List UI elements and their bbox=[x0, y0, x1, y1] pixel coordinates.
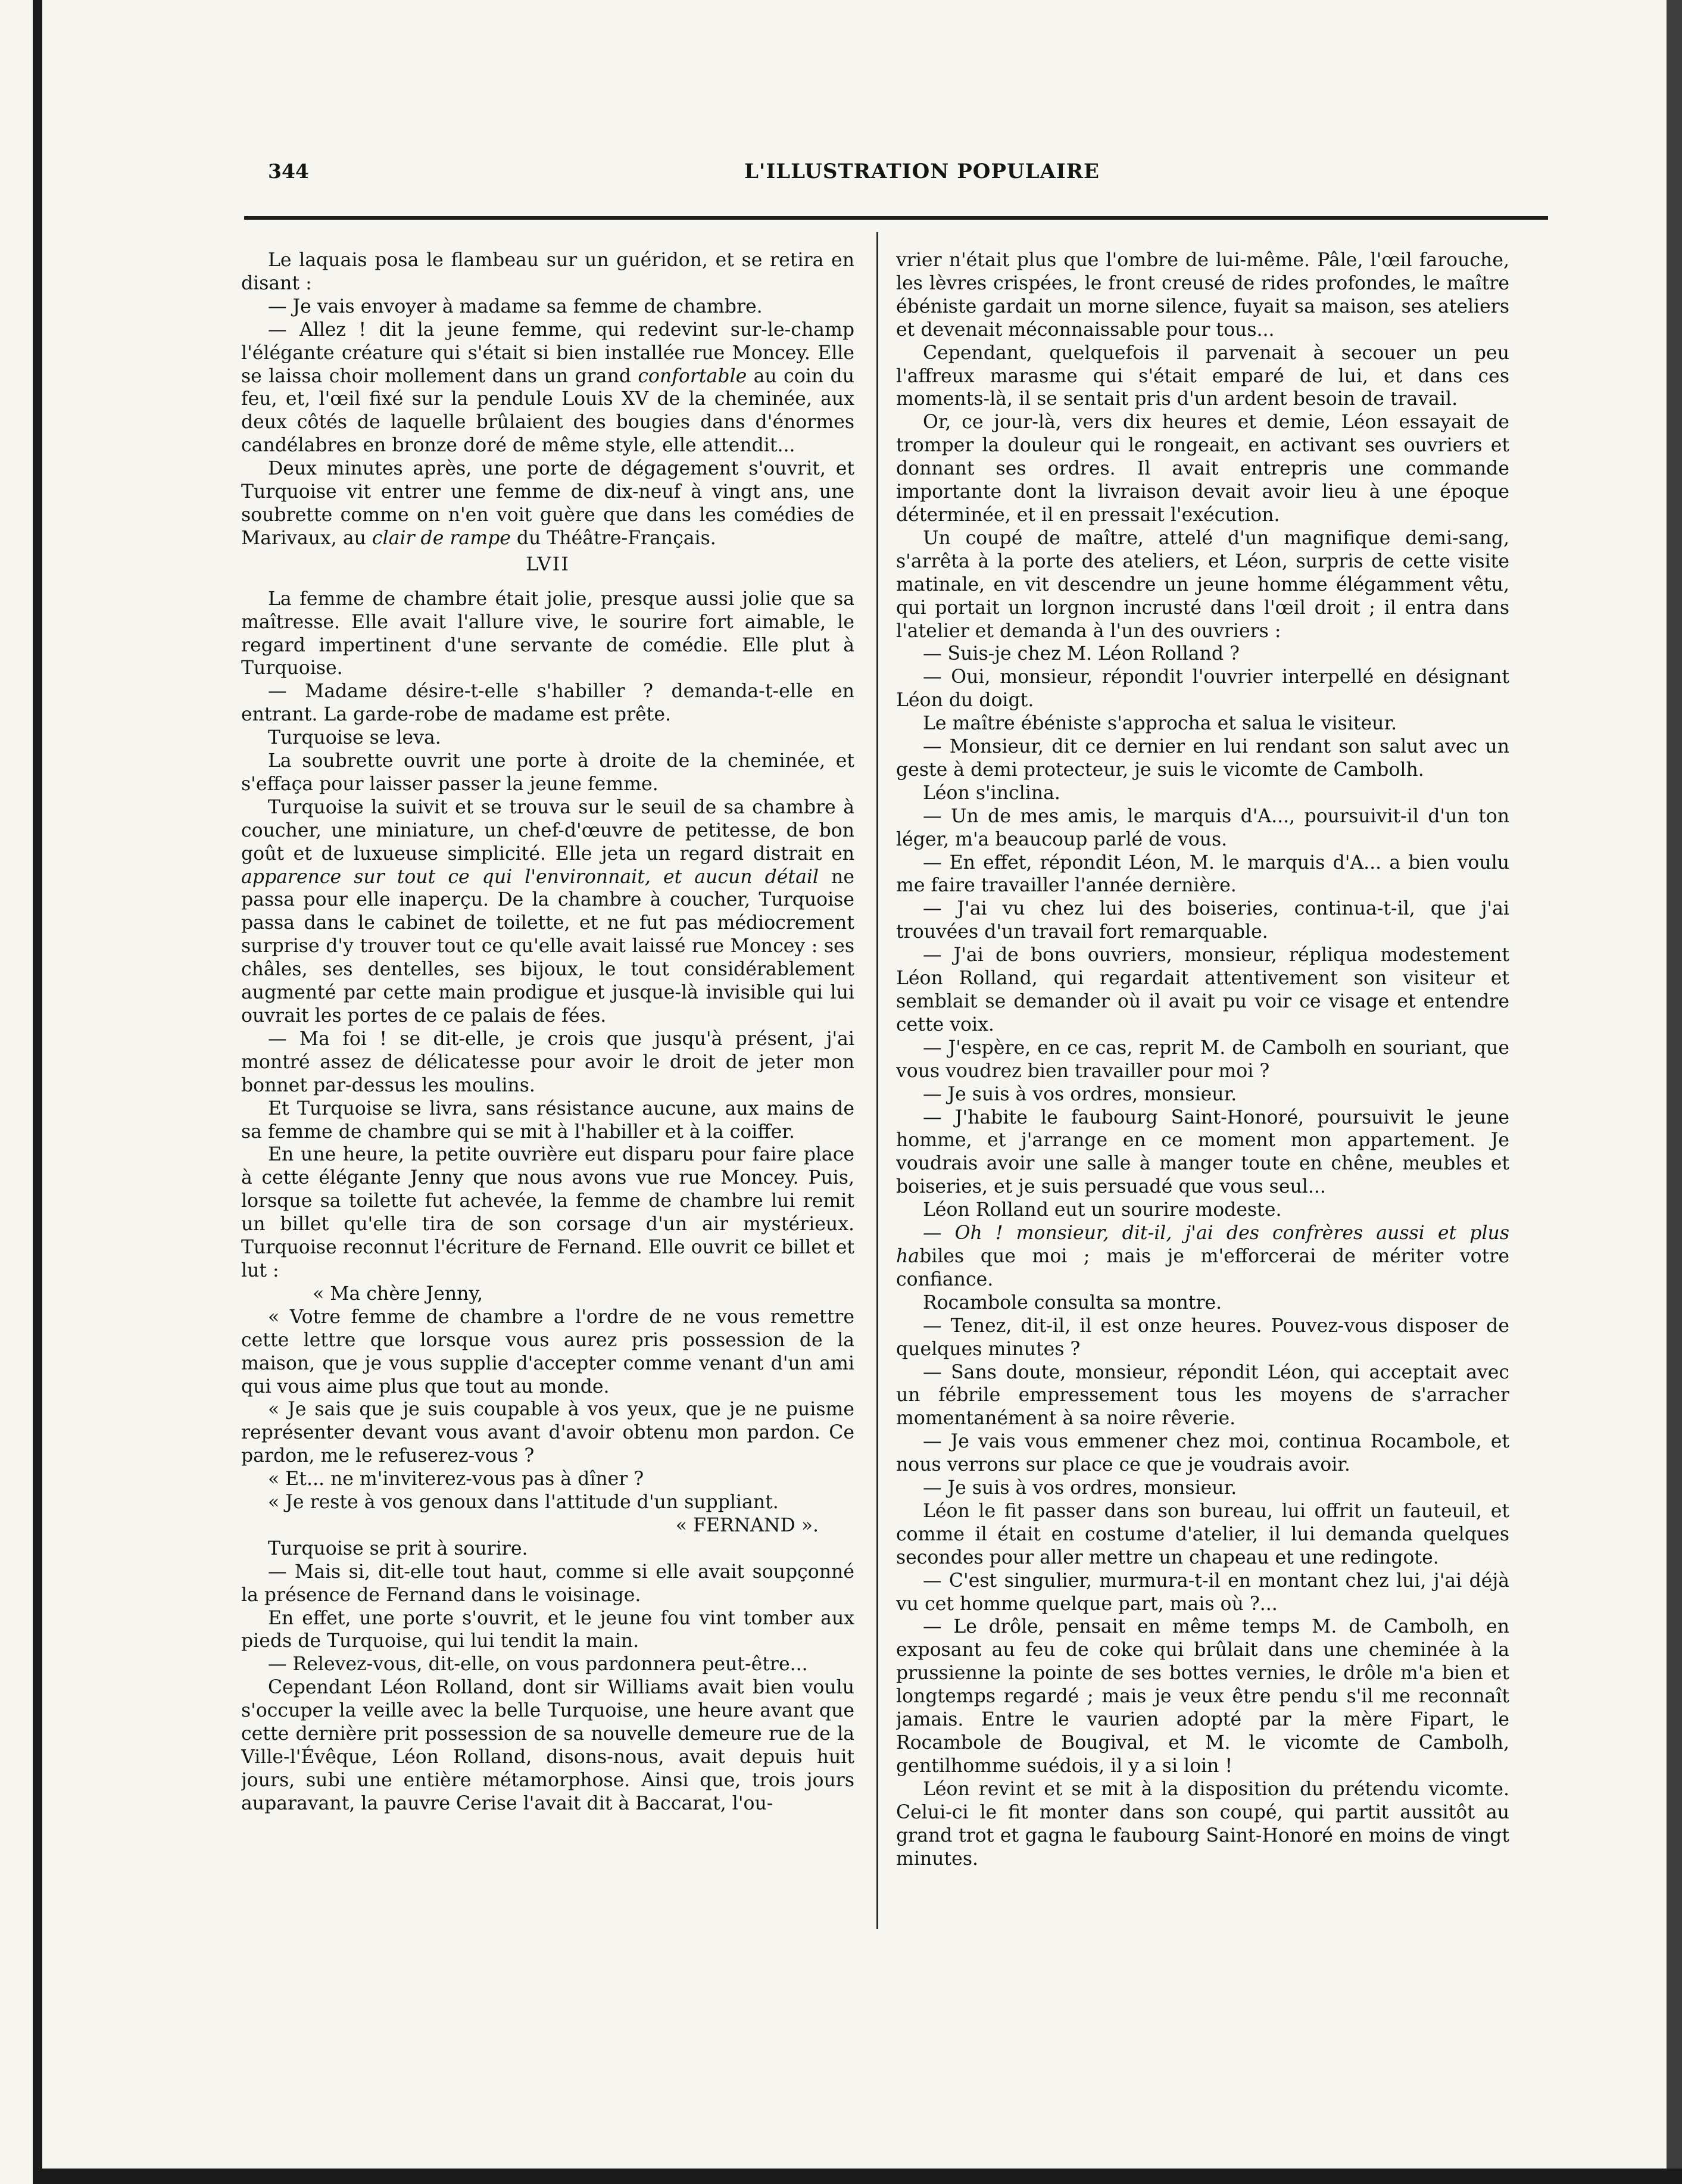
paragraph: — Je vais envoyer à madame sa femme de chambre. bbox=[268, 295, 763, 317]
scan-border-bottom bbox=[33, 2169, 1682, 2184]
paragraph: — Relevez-vous, dit-elle, on vous pardonnera peut-être... bbox=[268, 1653, 808, 1676]
paragraph: Et Turquoise se livra, sans résistance aucune, aux mains de sa femme de chambre qui se mit à l'habiller et à la coiffer. bbox=[241, 1097, 854, 1143]
paragraph: — Je vais vous emmener chez moi, continua Rocambole, et nous verrons sur place ce que je voudrais avoir. bbox=[896, 1431, 1509, 1476]
paragraph: — Un de mes amis, le marquis d'A..., poursuivit-il d'un ton léger, m'a beaucoup parlé de vous. bbox=[896, 805, 1509, 850]
paragraph: Deux minutes après, une porte de dégagement s'ouvrit, et Turquoise vit entrer une femme de dix-neuf à vingt ans, une soubrette comme on n'en voit guère que dans les comédies de Marivaux, au clair de rampe du Théâtre-Français. bbox=[241, 458, 854, 549]
paragraph: Un coupé de maître, attelé d'un magnifique demi-sang, s'arrêta à la porte des ateliers, et Léon, surpris de cette visite matinale, en vit descendre un jeune homme élégamment vêtu, qui portait un lorgnon incrusté dans l'œil droit ; il entra dans l'atelier et demanda à l'un des ouvriers : bbox=[896, 527, 1509, 642]
paragraph: — J'ai vu chez lui des boiseries, continua-t-il, que j'ai trouvées d'un travail fort remarquable. bbox=[896, 898, 1509, 943]
letter-paragraph: « Je sais que je suis coupable à vos yeux, que je ne puisme représenter devant vous avant d'avoir obtenu mon pardon. Ce pardon, me le refuserez-vous ? bbox=[241, 1399, 854, 1467]
paragraph: — En effet, répondit Léon, M. le marquis d'A... a bien voulu me faire travailler l'année dernière. bbox=[896, 851, 1509, 897]
letter-paragraph: « Et... ne m'inviterez-vous pas à dîner ? bbox=[268, 1468, 644, 1490]
paragraph: — C'est singulier, murmura-t-il en montant chez lui, j'ai déjà vu cet homme quelque part, mais où ?... bbox=[896, 1570, 1509, 1615]
paragraph: Léon Rolland eut un sourire modeste. bbox=[923, 1199, 1282, 1221]
letter-paragraph: « Je reste à vos genoux dans l'attitude d'un suppliant. bbox=[268, 1492, 779, 1514]
paragraph: Turquoise se leva. bbox=[268, 727, 441, 749]
paragraph: — Sans doute, monsieur, répondit Léon, qui acceptait avec un fébrile empressement tous les moyens de s'arracher momentanément à sa noire rêverie. bbox=[896, 1361, 1509, 1430]
paragraph: Turquoise la suivit et se trouva sur le seuil de sa chambre à coucher, une miniature, un chef-d'œuvre de petitesse, de bon goût et de luxueuse simplicité. Elle jeta un regard distrait en apparence sur tout ce qui l'environnait, et aucun détail ne passa pour elle inaperçu. De la chambre à coucher, Turquoise passa dans le cabinet de toilette, et ne fut pas médiocrement surprise d'y trouver tout ce qu'elle avait laissé rue Moncey : ses châles, ses dentelles, ses bijoux, le tout considérablement augmenté par cette main prodigue et jusque-là invisible qui lui ouvrait les portes de ce palais de fées. bbox=[241, 796, 854, 1027]
letter-salutation: « Ma chère Jenny, bbox=[313, 1283, 483, 1305]
paragraph: — Ma foi ! se dit-elle, je crois que jusqu'à présent, j'ai montré assez de délicatesse pour avoir le droit de jeter mon bonnet par-dessus les moulins. bbox=[241, 1028, 854, 1096]
paragraph: Cependant Léon Rolland, dont sir Williams avait bien voulu s'occuper la veille avec la belle Turquoise, une heure avant que cette dernière prit possession de sa nouvelle demeure rue de la Ville-l'Évêque, Léon Rolland, disons-nous, avait depuis huit jours, subi une entière métamorphose. Ainsi que, trois jours auparavant, la pauvre Cerise l'avait dit à Baccarat, l'ou- bbox=[241, 1677, 854, 1814]
paragraph: La soubrette ouvrit une porte à droite de la cheminée, et s'effaça pour laisser passer la jeune femme. bbox=[241, 750, 854, 795]
scan-border-left bbox=[33, 0, 42, 2184]
paragraph: — J'espère, en ce cas, reprit M. de Cambolh en souriant, que vous voudrez bien travailler pour moi ? bbox=[896, 1037, 1509, 1082]
paragraph: En effet, une porte s'ouvrit, et le jeune fou vint tomber aux pieds de Turquoise, qui lui tendit la main. bbox=[241, 1607, 854, 1652]
paragraph: Léon le fit passer dans son bureau, lui offrit un fauteuil, et comme il était en costume d'atelier, il lui demanda quelques secondes pour aller mettre un chapeau et une redingote. bbox=[896, 1500, 1509, 1568]
chapter-heading: LVII bbox=[526, 552, 570, 575]
paragraph: — Je suis à vos ordres, monsieur. bbox=[923, 1477, 1237, 1499]
paragraph: — J'ai de bons ouvriers, monsieur, répliqua modestement Léon Rolland, qui regardait attentivement son visiteur et semblait se demander où il avait pu voir ce visage et entendre cette voix. bbox=[896, 944, 1509, 1035]
paragraph: Le maître ébéniste s'approcha et salua le visiteur. bbox=[923, 713, 1397, 735]
letter-paragraph: « Votre femme de chambre a l'ordre de ne vous remettre cette lettre que lorsque vous aurez pris possession de la maison, que je vous supplie d'accepter comme venant d'un ami qui vous aime plus que tout au monde. bbox=[241, 1306, 854, 1397]
paragraph: Turquoise se prit à sourire. bbox=[268, 1537, 528, 1559]
paragraph: — Le drôle, pensait en même temps M. de Cambolh, en exposant au feu de coke qui brûlait dans une cheminée à la prussienne la pointe de ses bottes vernies, le drôle m'a bien et longtemps regardé ; mais je veux être pendu s'il me reconnaît jamais. Entre le vaurien adopté par la mère Fipart, le Rocambole de Bougival, et M. le vicomte de Cambolh, gentilhomme suédois, il y a si loin ! bbox=[896, 1616, 1509, 1777]
paragraph: — Suis-je chez M. Léon Rolland ? bbox=[923, 643, 1240, 665]
paragraph: — Je suis à vos ordres, monsieur. bbox=[923, 1083, 1237, 1105]
paragraph: Léon revint et se mit à la disposition du prétendu vicomte. Celui-ci le fit monter dans son coupé, qui partit aussitôt au grand trot et gagna le faubourg Saint-Honoré en moins de vingt minutes. bbox=[896, 1778, 1509, 1870]
paragraph: — Tenez, dit-il, il est onze heures. Pouvez-vous disposer de quelques minutes ? bbox=[896, 1315, 1509, 1360]
paragraph: — J'habite le faubourg Saint-Honoré, poursuivit le jeune homme, et j'arrange en ce moment mon appartement. Je voudrais avoir une salle à manger toute en chêne, meubles et boiseries, et je suis persuadé que vous seul... bbox=[896, 1106, 1509, 1198]
page-number: 344 bbox=[268, 160, 309, 183]
paragraph: — Oui, monsieur, répondit l'ouvrier interpellé en désignant Léon du doigt. bbox=[896, 666, 1509, 712]
scan-border-right bbox=[1667, 0, 1682, 2184]
right-column bbox=[896, 249, 1509, 1952]
paragraph: — Oh ! monsieur, dit-il, j'ai des confrères aussi et plus habiles que moi ; mais je m'efforcerai de mériter votre confiance. bbox=[896, 1222, 1509, 1290]
paragraph: — Madame désire-t-elle s'habiller ? demanda-t-elle en entrant. La garde-robe de madame est prête. bbox=[241, 681, 854, 726]
paragraph: Le laquais posa le flambeau sur un guéridon, et se retira en disant : bbox=[241, 249, 854, 294]
paragraph: En une heure, la petite ouvrière eut disparu pour faire place à cette élégante Jenny que nous avons vue rue Moncey. Puis, lorsque sa toilette fut achevée, la femme de chambre lui remit un billet qu'elle tira de son corsage d'un air mystérieux. Turquoise reconnut l'écriture de Fernand. Elle ouvrit ce billet et lut : bbox=[241, 1144, 854, 1281]
page-header bbox=[268, 160, 1536, 189]
left-column bbox=[241, 249, 854, 1952]
paragraph: Rocambole consulta sa montre. bbox=[923, 1291, 1222, 1313]
paragraph: — Allez ! dit la jeune femme, qui redevint sur-le-champ l'élégante créature qui s'était si bien installée rue Moncey. Elle se laissa choir mollement dans un grand confortable au coin du feu, et, l'œil fixé sur la pendule Louis XV de la cheminée, aux deux côtés de laquelle brûlaient des bougies dans d'énormes candélabres en bronze doré de même style, elle attendit... bbox=[241, 319, 854, 457]
letter-signature: « FERNAND ». bbox=[675, 1514, 819, 1536]
running-title: L'ILLUSTRATION POPULAIRE bbox=[744, 160, 1100, 183]
paragraph: Cependant, quelquefois il parvenait à secouer un peu l'affreux marasme qui s'était emparé de lui, et dans ces moments-là, il se sentait pris d'un ardent besoin de travail. bbox=[896, 342, 1509, 410]
paragraph: Or, ce jour-là, vers dix heures et demie, Léon essayait de tromper la douleur qui le rongeait, en activant ses ouvriers et donnant ses ordres. Il avait entrepris une commande importante dont la livraison devait avoir lieu à une époque déterminée, et il en pressait l'exécution. bbox=[896, 411, 1509, 526]
paragraph: — Mais si, dit-elle tout haut, comme si elle avait soupçonné la présence de Fernand dans le voisinage. bbox=[241, 1561, 854, 1606]
paragraph: vrier n'était plus que l'ombre de lui-même. Pâle, l'œil farouche, les lèvres crispées, le front creusé de rides profondes, le maître ébéniste gardait un morne silence, fuyait sa maison, ses ateliers et devenait méconnaissable pour tous... bbox=[896, 249, 1509, 341]
column-divider bbox=[876, 232, 878, 1929]
header-rule bbox=[244, 216, 1548, 220]
paragraph: La femme de chambre était jolie, presque aussi jolie que sa maîtresse. Elle avait l'allure vive, le sourire fort aimable, le regard impertinent d'une servante de comédie. Elle plut à Turquoise. bbox=[241, 588, 854, 679]
paragraph: — Monsieur, dit ce dernier en lui rendant son salut avec un geste à demi protecteur, je suis le vicomte de Cambolh. bbox=[896, 736, 1509, 781]
paragraph: Léon s'inclina. bbox=[923, 782, 1060, 804]
